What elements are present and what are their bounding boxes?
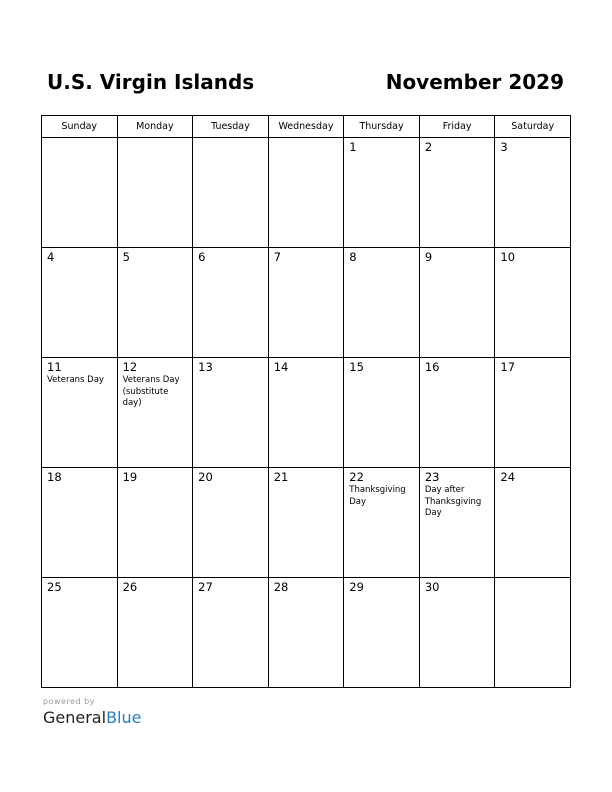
- weekday-sunday: Sunday: [42, 116, 118, 138]
- day-cell: [419, 138, 495, 248]
- week-row: [42, 468, 571, 578]
- day-cell-content: [269, 578, 344, 596]
- day-cell-content: [495, 358, 570, 376]
- day-number: 25: [47, 580, 62, 594]
- day-cell: [268, 578, 344, 688]
- day-cell-content: [118, 248, 193, 266]
- day-cell: [193, 138, 269, 248]
- weekday-tuesday: Tuesday: [193, 116, 269, 138]
- day-cell-content: [42, 358, 117, 389]
- day-number: 18: [47, 470, 62, 484]
- footer: [43, 697, 141, 728]
- day-number: 30: [424, 580, 440, 594]
- day-cell: [42, 578, 118, 688]
- day-cell-content: [193, 468, 268, 486]
- holiday-label: Veterans Day (substitute day): [122, 375, 180, 408]
- day-number: 13: [198, 360, 213, 374]
- day-cell: [268, 138, 344, 248]
- day-cell-content: [269, 248, 344, 266]
- day-cell-content: [42, 468, 117, 486]
- day-cell: [419, 248, 495, 358]
- brand-general-text: General: [43, 708, 107, 727]
- day-number: 11: [47, 360, 62, 374]
- day-cell-content: [420, 138, 495, 156]
- day-number: 6: [198, 250, 206, 264]
- day-cell-content: [344, 358, 419, 376]
- day-cell: [193, 248, 269, 358]
- day-cell: [42, 138, 118, 248]
- brand-logo: [43, 708, 141, 728]
- day-cell-content: [420, 468, 495, 522]
- holiday-label: Veterans Day: [47, 375, 104, 385]
- day-cell: [495, 358, 571, 468]
- day-cell-content: [193, 138, 268, 142]
- day-cell: [117, 248, 193, 358]
- day-number: 3: [500, 140, 508, 154]
- day-cell-content: [118, 358, 193, 412]
- weekday-saturday: Saturday: [495, 116, 571, 138]
- day-cell-content: [420, 578, 495, 596]
- day-number: 27: [198, 580, 213, 594]
- day-number: 15: [349, 360, 364, 374]
- day-number: 16: [424, 360, 440, 374]
- day-number: 24: [500, 470, 516, 484]
- day-cell-content: [193, 248, 268, 266]
- day-cell-content: [344, 578, 419, 596]
- day-cell: [268, 248, 344, 358]
- day-cell-content: [42, 248, 117, 266]
- day-cell: [495, 578, 571, 688]
- day-cell-content: [118, 138, 193, 142]
- day-cell-content: [495, 138, 570, 156]
- day-number: 22: [349, 470, 364, 484]
- day-number: 14: [273, 360, 289, 374]
- holiday-label: Day after Thanksgiving Day: [424, 485, 482, 518]
- day-cell: [117, 468, 193, 578]
- day-cell: [117, 578, 193, 688]
- day-cell-content: [420, 358, 495, 376]
- day-cell-content: [269, 358, 344, 376]
- day-cell-content: [344, 138, 419, 156]
- day-cell: [193, 578, 269, 688]
- week-row: [42, 138, 571, 248]
- day-number: 28: [273, 580, 289, 594]
- day-number: 8: [349, 250, 357, 264]
- week-row: [42, 578, 571, 688]
- calendar-header: [41, 70, 570, 98]
- day-cell: [419, 578, 495, 688]
- day-number: 21: [273, 470, 289, 484]
- day-number: 2: [424, 140, 433, 154]
- month-title: November 2029: [385, 70, 564, 94]
- day-number: 23: [424, 470, 440, 484]
- day-cell-content: [42, 138, 117, 142]
- day-cell: [495, 468, 571, 578]
- weekday-header-row: [42, 116, 571, 138]
- day-number: 19: [122, 470, 138, 484]
- day-cell: [193, 468, 269, 578]
- powered-by-label: powered by: [43, 697, 95, 706]
- day-cell: [419, 468, 495, 578]
- day-number: 10: [500, 250, 516, 264]
- day-number: 4: [47, 250, 55, 264]
- day-cell: [42, 248, 118, 358]
- day-number: 7: [273, 250, 282, 264]
- brand-blue-text: Blue: [106, 708, 142, 727]
- day-cell: [419, 358, 495, 468]
- day-cell-content: [495, 468, 570, 486]
- day-cell-content: [193, 578, 268, 596]
- day-cell-content: [495, 248, 570, 266]
- week-row: [42, 358, 571, 468]
- day-cell: [495, 138, 571, 248]
- weekday-monday: Monday: [117, 116, 193, 138]
- day-cell: [117, 358, 193, 468]
- day-cell-content: [344, 248, 419, 266]
- calendar-grid: [41, 115, 571, 688]
- day-number: 5: [122, 250, 130, 264]
- week-row: [42, 248, 571, 358]
- day-cell-content: [193, 358, 268, 376]
- day-number: 20: [198, 470, 213, 484]
- day-cell-content: [344, 468, 419, 510]
- day-cell-content: [118, 578, 193, 596]
- day-cell-content: [269, 468, 344, 486]
- day-cell: [495, 248, 571, 358]
- weekday-thursday: Thursday: [344, 116, 420, 138]
- day-number: 9: [424, 250, 433, 264]
- day-cell: [193, 358, 269, 468]
- day-number: 12: [122, 360, 138, 374]
- day-cell: [344, 578, 420, 688]
- day-cell: [268, 468, 344, 578]
- day-number: 26: [122, 580, 138, 594]
- day-cell: [42, 468, 118, 578]
- day-cell-content: [495, 578, 570, 582]
- weekday-wednesday: Wednesday: [268, 116, 344, 138]
- day-cell: [117, 138, 193, 248]
- weekday-friday: Friday: [419, 116, 495, 138]
- day-cell-content: [42, 578, 117, 596]
- day-cell: [268, 358, 344, 468]
- day-cell-content: [118, 468, 193, 486]
- day-cell-content: [420, 248, 495, 266]
- day-cell: [344, 138, 420, 248]
- day-number: 29: [349, 580, 364, 594]
- holiday-label: Thanksgiving Day: [349, 485, 406, 507]
- day-cell: [344, 468, 420, 578]
- day-cell-content: [269, 138, 344, 142]
- day-cell: [344, 358, 420, 468]
- day-cell: [42, 358, 118, 468]
- day-cell: [344, 248, 420, 358]
- day-number: 1: [349, 140, 357, 154]
- day-number: 17: [500, 360, 516, 374]
- region-title: U.S. Virgin Islands: [47, 70, 255, 94]
